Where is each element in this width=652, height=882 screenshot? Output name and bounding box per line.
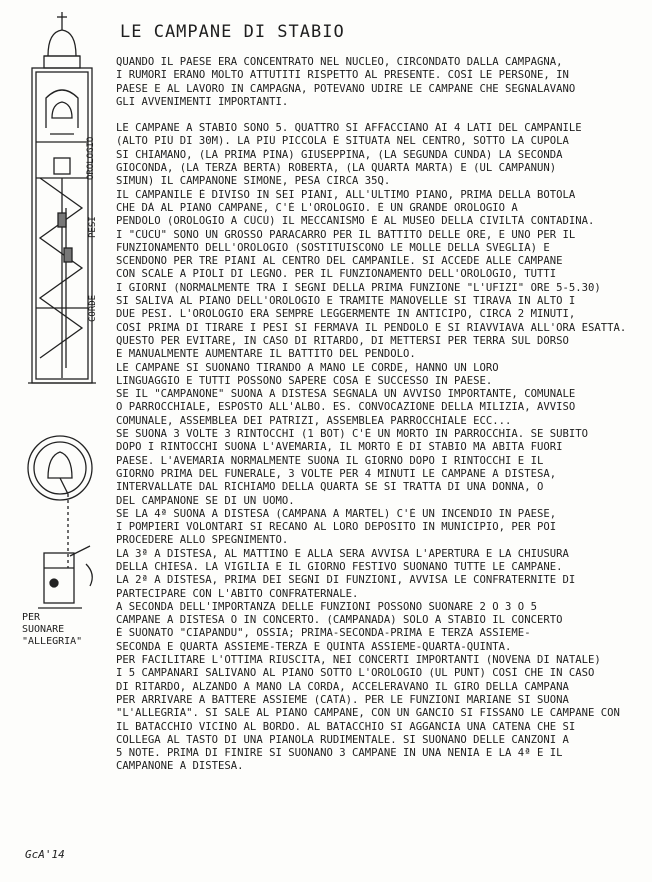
text-line: I POMPIERI VOLONTARI SI RECANO AL LORO DEPOSITO IN MUNICIPIO, PER POI	[116, 521, 557, 534]
text-line: QUANDO IL PAESE ERA CONCENTRATO NEL NUCLEO, CIRCONDATO DALLA CAMPAGNA,	[116, 56, 563, 68]
body-text	[116, 56, 646, 787]
text-line: PER ARRIVARE A BATTERE ASSIEME (CATÀ). PER LE FUNZIONI MARIANE SI SUONA	[116, 693, 569, 706]
text-line: FUNZIONAMENTO DELL'OROLOGIO (SOSTITUISCONO LE MOLLE DELLA SVEGLIA) E	[116, 241, 550, 254]
text-line: CAMPANONE A DISTESA.	[116, 760, 244, 773]
text-line: LA 2ª A DISTESA, PRIMA DEI SEGNI DI FUNZIONI, AVVISA LE CONFRATERNITE DI	[116, 574, 576, 587]
label-corde: CORDE	[88, 294, 98, 322]
text-line: SE IL "CAMPANONE" SUONA A DISTESA SEGNALA UN AVVISO IMPORTANTE, COMUNALE	[116, 388, 576, 401]
text-line: LE CAMPANE SI SUONANO TIRANDO A MANO LE CORDE, HANNO UN LORO	[116, 361, 499, 374]
text-line: GLI AVVENIMENTI IMPORTANTI.	[116, 95, 289, 108]
text-line: CON SCALE A PIOLI DI LEGNO. PER IL FUNZIONAMENTO DELL'OROLOGIO, TUTTI	[116, 268, 557, 281]
text-line: I GIORNI (NORMALMENTE TRA I SEGNI DELLA PRIMA FUNZIONE "L'UFIZI" ORE 5-5.30)	[116, 281, 601, 294]
text-line: INTERVALLATE DAL RICHIAMO DELLA QUARTA SE SI TRATTA DI UNA DONNA, O	[116, 481, 544, 494]
author-signature: GcA'14	[25, 848, 65, 861]
label-pesi: PESI	[88, 216, 98, 238]
text-line: IL CAMPANILE È DIVISO IN SEI PIANI, ALL'ULTIMO PIANO, PRIMA DELLA BOTOLA	[116, 188, 576, 201]
text-line: DI RITARDO, ALZANDO A MANO LA CORDA, ACCELERAVANO IL GIRO DELLA CAMPANA	[116, 680, 569, 693]
text-line: PENDOLO (OROLOGIO A CÙCÙ) IL MECCANISMO È AL MUSEO DELLA CIVILTÀ CONTADINA.	[116, 215, 595, 228]
text-line: DUE PESI. L'OROLOGIO ERA SEMPRE LEGGERMENTE IN ANTICIPO, CIRCA 2 MINUTI,	[116, 308, 576, 321]
paragraph	[116, 56, 646, 109]
page-title: LE CAMPANE DI STABIO	[120, 22, 345, 42]
text-line: GIORNO PRIMA DEL FUNERALE, 3 VOLTE PER 4 MINUTI LE CAMPANE A DISTESA,	[116, 467, 557, 480]
text-line: E MANUALMENTE AUMENTARE IL BATTITO DEL PENDOLO.	[116, 348, 416, 361]
text-line: PAESE. L'AVEMARIA NORMALMENTE SUONA IL GIORNO DOPO I RINTOCCHI E IL	[116, 454, 544, 467]
text-line: LINGUAGGIO E TUTTI POSSONO SAPERE COSA È SUCCESSO IN PAESE.	[116, 374, 493, 387]
text-line: DOPO I RINTOCCHI SUONA L'AVEMARIA, IL MORTO È DI STABIO MA ABITA FUORI	[116, 441, 563, 454]
text-line: COLLEGA AL TASTO DI UNA PIANOLA RUDIMENTALE. SI SUONANO DELLE CANZONI A	[116, 733, 569, 746]
text-line: DEL CAMPANONE SE DI UN UOMO.	[116, 494, 295, 507]
text-line: COSÌ PRIMA DI TIRARE I PESI SI FERMAVA IL PENDOLO E SI RIAVVIAVA ALL'ORA ESATTA.	[116, 321, 627, 334]
text-line: I 5 CAMPANARI SALIVANO AL PIANO SOTTO L'OROLOGIO (UL PUNT) COSÌ CHE IN CASO	[116, 667, 595, 680]
text-line: SE LA 4ª SUONA A DISTESA (CAMPANA A MARTEL) C'È UN INCENDIO IN PAESE,	[116, 507, 557, 520]
caption-line: "ALLEGRIA"	[22, 636, 83, 647]
text-line: "L'ALLEGRIA". SI SALE AL PIANO CAMPANE, CON UN GANCIO SI FISSANO LE CAMPANE CON	[116, 707, 620, 720]
text-line: È SUONATO "CIAPANDU", OSSIA; PRIMA-SECONDA-PRIMA E TERZA ASSIEME-	[116, 627, 531, 640]
text-line: CHE DÀ AL PIANO CAMPANE, C'È L'OROLOGIO. È UN GRANDE OROLOGIO A	[116, 201, 518, 214]
text-line: SCENDONO PER TRE PIANI AL CENTRO DEL CAMPANILE. SI ACCEDE ALLE CAMPANE	[116, 255, 563, 268]
text-line: 5 NOTE. PRIMA DI FINIRE SI SUONANO 3 CAMPANE IN UNA NENIA E LA 4ª E IL	[116, 747, 563, 760]
text-line: IL BATACCHIO VICINO AL BORDO. AL BATACCHIO SI AGGANCIA UNA CATENA CHE SI	[116, 720, 576, 733]
text-line: PER FACILITARE L'OTTIMA RIUSCITA, NEI CONCERTI IMPORTANTI (NOVENA DI NATALE)	[116, 654, 601, 667]
text-line: (ALTO PIÙ DI 30M). LA PIÙ PICCOLA È SITUATA NEL CENTRO, SOTTO LA CUPOLA	[116, 135, 569, 148]
text-line: I RUMORI ERANO MOLTO ATTUTITI RISPETTO AL PRESENTE. COSÌ LE PERSONE, IN	[116, 69, 569, 82]
text-line: SI SALIVA AL PIANO DELL'OROLOGIO E TRAMITE MANOVELLE SI TIRAVA IN ALTO I	[116, 295, 576, 308]
text-line: SECONDA E QUARTA ASSIEME-TERZA E QUINTA ASSIEME-QUARTA-QUINTA.	[116, 640, 512, 653]
text-line: GIOCONDA, (LA TERZA BERTA) ROBERTA, (LA QUARTA MARTA) E (UL CAMPANUN)	[116, 162, 557, 175]
illustration-caption	[22, 612, 82, 648]
text-line: QUESTO PER EVITARE, IN CASO DI RITARDO, DI METTERSI PER TERRA SUL DORSO	[116, 334, 569, 347]
text-line: SIMUN) IL CAMPANONE SIMONE, PESA CIRCA 35Q.	[116, 175, 391, 188]
text-line: SI CHIAMANO, (LA PRIMA PINA) GIUSEPPINA, (LA SEGUNDA CUNDA) LA SECONDA	[116, 148, 563, 161]
text-line: I "CÙCÙ" SONO UN GROSSO PARACARRO PER IL BATTITO DELLE ORE, E UNO PER IL	[116, 228, 576, 241]
text-line: PAESE E AL LAVORO IN CAMPAGNA, POTEVANO UDIRE LE CAMPANE CHE SEGNALAVANO	[116, 82, 576, 95]
text-line: SE SUONA 3 VOLTE 3 RINTOCCHI (1 BOT) C'È UN MORTO IN PARROCCHIA. SE SUBITO	[116, 428, 588, 441]
text-line: LA 3ª A DISTESA, AL MATTINO E ALLA SERA AVVISA L'APERTURA E LA CHIUSURA	[116, 547, 569, 560]
text-line: COMUNALE, ASSEMBLEA DEI PATRIZI, ASSEMBLEA PARROCCHIALE ECC...	[116, 414, 512, 427]
text-line: PARTECIPARE CON L'ABITO CONFRATERNALE.	[116, 587, 359, 600]
text-line: A SECONDA DELL'IMPORTANZA DELLE FUNZIONI POSSONO SUONARE 2 O 3 O 5	[116, 600, 537, 613]
caption-line: SUONARE	[22, 624, 65, 635]
text-line: DELLA CHIESA. LA VIGILIA E IL GIORNO FESTIVO SUONANO TUTTE LE CAMPANE.	[116, 560, 563, 573]
text-line: O PARROCCHIALE, ESPOSTO ALL'ALBO. ES. CONVOCAZIONE DELLA MILIZIA, AVVISO	[116, 401, 576, 414]
text-line: CAMPANE A DISTESA O IN CONCERTO. (CAMPANADA) SOLO A STABIO IL CONCERTO	[116, 614, 563, 627]
text-line: PROCEDERE ALLO SPEGNIMENTO.	[116, 534, 289, 547]
label-orologio: OROLOGIO	[86, 136, 96, 180]
text-line: LE CAMPANE A STABIO SONO 5. QUATTRO SI AFFACCIANO AI 4 LATI DEL CAMPANILE	[116, 122, 582, 135]
paragraph	[116, 122, 646, 774]
caption-line: PER	[22, 612, 41, 623]
